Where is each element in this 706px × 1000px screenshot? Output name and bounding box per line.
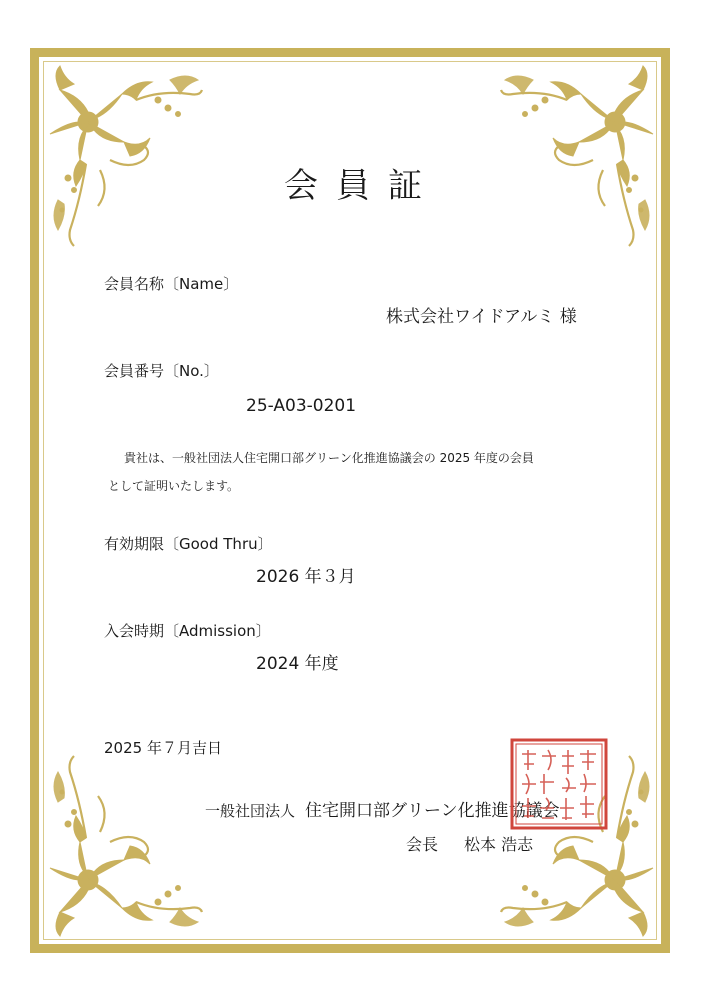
president-name: 松本 浩志 xyxy=(464,835,534,854)
president-title: 会長 xyxy=(406,835,439,854)
issue-date: 2025 年７月吉日 xyxy=(104,739,222,757)
president xyxy=(406,832,533,855)
floral-ornament-icon xyxy=(498,60,663,250)
certification-statement xyxy=(108,444,598,500)
certificate-title: 会員証 xyxy=(284,166,440,206)
member-number-label: 会員番号〔No.〕 xyxy=(104,362,219,380)
admission-label: 入会時期〔Admission〕 xyxy=(104,622,271,640)
corner-ornament-top-left xyxy=(40,60,205,250)
floral-ornament-icon xyxy=(40,752,205,942)
statement-line-1: 貴社は、一般社団法人住宅開口部グリーン化推進協議会の 2025 年度の会員 xyxy=(124,451,534,465)
corner-ornament-bottom-left xyxy=(40,752,205,942)
official-seal xyxy=(510,738,608,830)
organization-name: 住宅開口部グリーン化推進協議会 xyxy=(305,801,560,821)
statement-line-2: として証明いたします。 xyxy=(108,479,240,493)
organization xyxy=(205,796,560,821)
member-name-value: 株式会社ワイドアルミ 様 xyxy=(386,307,577,327)
seal-stamp-icon xyxy=(510,738,608,830)
member-name-label: 会員名称〔Name〕 xyxy=(104,275,239,293)
floral-ornament-icon xyxy=(40,60,205,250)
member-number-value: 25-A03-0201 xyxy=(246,396,357,416)
valid-thru-value: 2026 年３月 xyxy=(256,567,356,587)
valid-thru-label: 有効期限〔Good Thru〕 xyxy=(104,535,273,553)
admission-value: 2024 年度 xyxy=(256,654,339,674)
organization-type: 一般社団法人 xyxy=(205,802,296,820)
corner-ornament-top-right xyxy=(498,60,663,250)
